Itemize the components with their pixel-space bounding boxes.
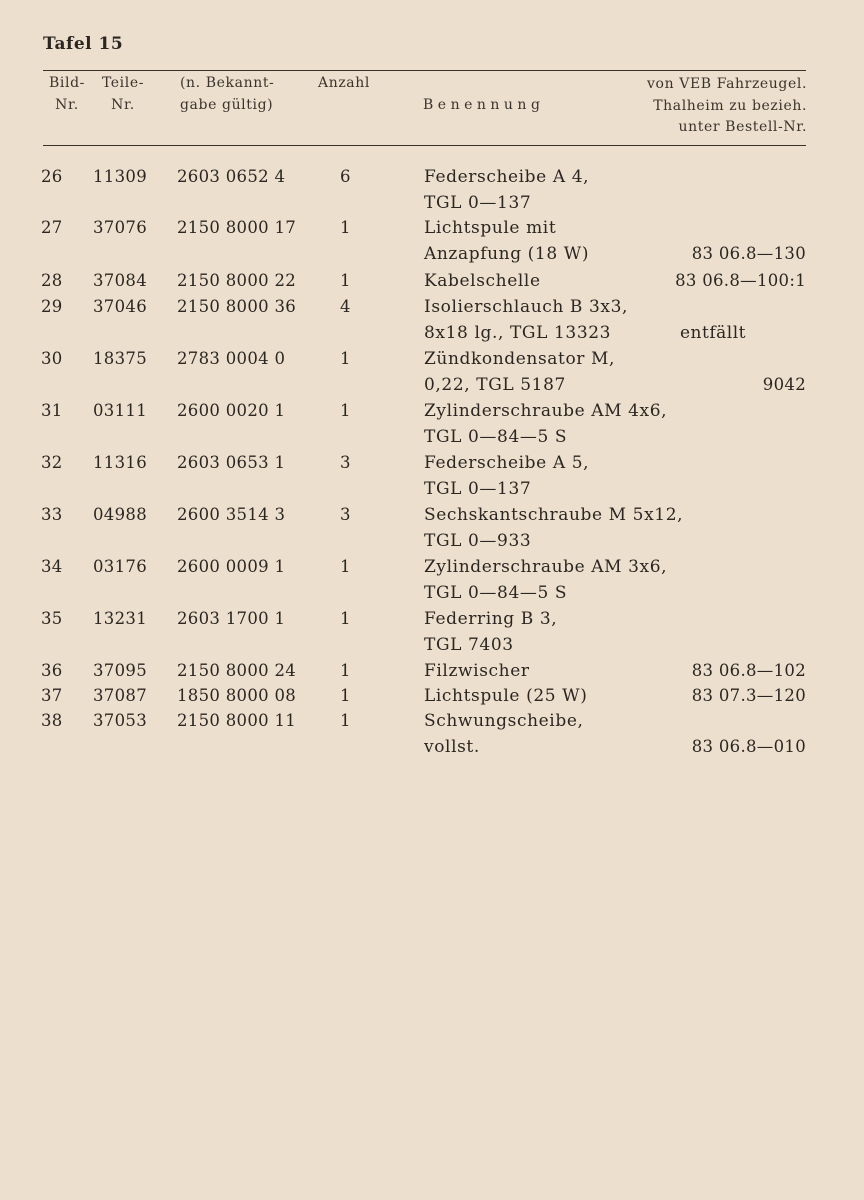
anzahl: 1 — [340, 711, 351, 730]
header-bekannt — [180, 72, 274, 116]
teile-nr: 13231 — [93, 609, 147, 628]
bekanntgabe-nr: 2600 0020 1 — [177, 401, 286, 420]
bekanntgabe-nr: 2150 8000 24 — [177, 661, 297, 680]
benennung-line1: Sechskantschraube M 5x12, — [424, 505, 684, 525]
benennung-line2: vollst. — [424, 737, 480, 757]
header-bekannt-line1: (n. Bekannt- — [180, 75, 275, 91]
bild-nr: 30 — [41, 349, 63, 368]
header-bild-line1: Bild- — [49, 75, 85, 91]
bekanntgabe-nr: 2603 1700 1 — [177, 609, 286, 628]
bekanntgabe-nr: 1850 8000 08 — [177, 686, 297, 705]
benennung-line2: TGL 0—933 — [424, 531, 532, 551]
bild-nr: 28 — [41, 271, 63, 290]
header-von-line3: unter Bestell-Nr. — [678, 119, 807, 135]
anzahl: 3 — [340, 505, 351, 524]
benennung-line1: Zündkondensator M, — [424, 349, 616, 369]
bild-nr: 33 — [41, 505, 63, 524]
page-title: Tafel 15 — [43, 34, 124, 54]
bekanntgabe-nr: 2600 3514 3 — [177, 505, 286, 524]
benennung-line2: TGL 0—137 — [424, 479, 532, 499]
teile-nr: 03176 — [93, 557, 147, 576]
bestell-nr: 83 06.8—130 — [691, 244, 806, 263]
bild-nr: 31 — [41, 401, 63, 420]
bild-nr: 32 — [41, 453, 63, 472]
teile-nr: 03111 — [93, 401, 147, 420]
header-von-line2: Thalheim zu bezieh. — [653, 97, 807, 114]
benennung-line2: 8x18 lg., TGL 13323 — [424, 323, 612, 343]
benennung-line2: TGL 7403 — [424, 635, 514, 655]
header-benennung: Benennung — [423, 97, 545, 113]
anzahl: 6 — [340, 167, 351, 186]
header-von-line1: von VEB Fahrzeugel. — [647, 76, 807, 92]
teile-nr: 37087 — [93, 686, 147, 705]
bekanntgabe-nr: 2150 8000 36 — [177, 297, 297, 316]
bild-nr: 37 — [41, 686, 63, 705]
bild-nr: 27 — [41, 218, 63, 237]
header-von — [647, 74, 807, 139]
benennung-line2: Anzapfung (18 W) — [424, 244, 590, 264]
bestell-nr: 83 06.8—010 — [691, 737, 806, 756]
header-teile-line2: Nr. — [111, 97, 135, 113]
teile-nr: 04988 — [93, 505, 147, 524]
bekanntgabe-nr: 2150 8000 17 — [177, 218, 297, 237]
benennung-line1: Zylinderschraube AM 4x6, — [424, 401, 668, 421]
header-bild — [44, 72, 90, 116]
benennung-line1: Federring B 3, — [424, 609, 558, 629]
teile-nr: 18375 — [93, 349, 147, 368]
header-bild-line2: Nr. — [55, 97, 79, 113]
anzahl: 1 — [340, 661, 351, 680]
bekanntgabe-nr: 2603 0652 4 — [177, 167, 286, 186]
header-bottom-rule — [43, 145, 806, 146]
bestell-nr: 9042 — [762, 375, 806, 394]
bild-nr: 36 — [41, 661, 63, 680]
benennung-line2: TGL 0—84—5 S — [424, 427, 568, 447]
header-teile — [97, 72, 149, 116]
bekanntgabe-nr: 2603 0653 1 — [177, 453, 286, 472]
bekanntgabe-nr: 2150 8000 22 — [177, 271, 297, 290]
bild-nr: 38 — [41, 711, 63, 730]
bild-nr: 35 — [41, 609, 63, 628]
benennung-line1: Kabelschelle — [424, 271, 541, 291]
entfaellt-note: entfällt — [680, 323, 746, 343]
header-bekannt-line2: gabe gültig) — [180, 97, 274, 113]
teile-nr: 37053 — [93, 711, 147, 730]
benennung-line2: 0,22, TGL 5187 — [424, 375, 566, 395]
bestell-nr: 83 07.3—120 — [691, 686, 806, 705]
anzahl: 1 — [340, 401, 351, 420]
benennung-line2: TGL 0—137 — [424, 193, 532, 213]
bestell-nr: 83 06.8—102 — [691, 661, 806, 680]
bestell-nr: 83 06.8—100:1 — [675, 271, 806, 290]
anzahl: 1 — [340, 686, 351, 705]
anzahl: 4 — [340, 297, 351, 316]
teile-nr: 11316 — [93, 453, 147, 472]
anzahl: 3 — [340, 453, 351, 472]
teile-nr: 37084 — [93, 271, 147, 290]
header-teile-line1: Teile- — [101, 75, 145, 91]
benennung-line1: Isolierschlauch B 3x3, — [424, 297, 629, 317]
bild-nr: 34 — [41, 557, 63, 576]
bekanntgabe-nr: 2783 0004 0 — [177, 349, 286, 368]
benennung-line1: Filzwischer — [424, 661, 530, 681]
benennung-line1: Lichtspule (25 W) — [424, 686, 588, 706]
teile-nr: 37046 — [93, 297, 147, 316]
benennung-line1: Schwungscheibe, — [424, 711, 584, 731]
benennung-line1: Lichtspule mit — [424, 218, 557, 238]
teile-nr: 37076 — [93, 218, 147, 237]
benennung-line2: TGL 0—84—5 S — [424, 583, 568, 603]
bekanntgabe-nr: 2150 8000 11 — [177, 711, 297, 730]
anzahl: 1 — [340, 271, 351, 290]
header-top-rule — [43, 70, 806, 71]
benennung-line1: Federscheibe A 5, — [424, 453, 590, 473]
anzahl: 1 — [340, 557, 351, 576]
anzahl: 1 — [340, 218, 351, 237]
benennung-line1: Zylinderschraube AM 3x6, — [424, 557, 668, 577]
header-anzahl: Anzahl — [318, 75, 370, 91]
teile-nr: 37095 — [93, 661, 147, 680]
anzahl: 1 — [340, 349, 351, 368]
benennung-line1: Federscheibe A 4, — [424, 167, 590, 187]
anzahl: 1 — [340, 609, 351, 628]
bild-nr: 26 — [41, 167, 63, 186]
bekanntgabe-nr: 2600 0009 1 — [177, 557, 286, 576]
bild-nr: 29 — [41, 297, 63, 316]
teile-nr: 11309 — [93, 167, 147, 186]
